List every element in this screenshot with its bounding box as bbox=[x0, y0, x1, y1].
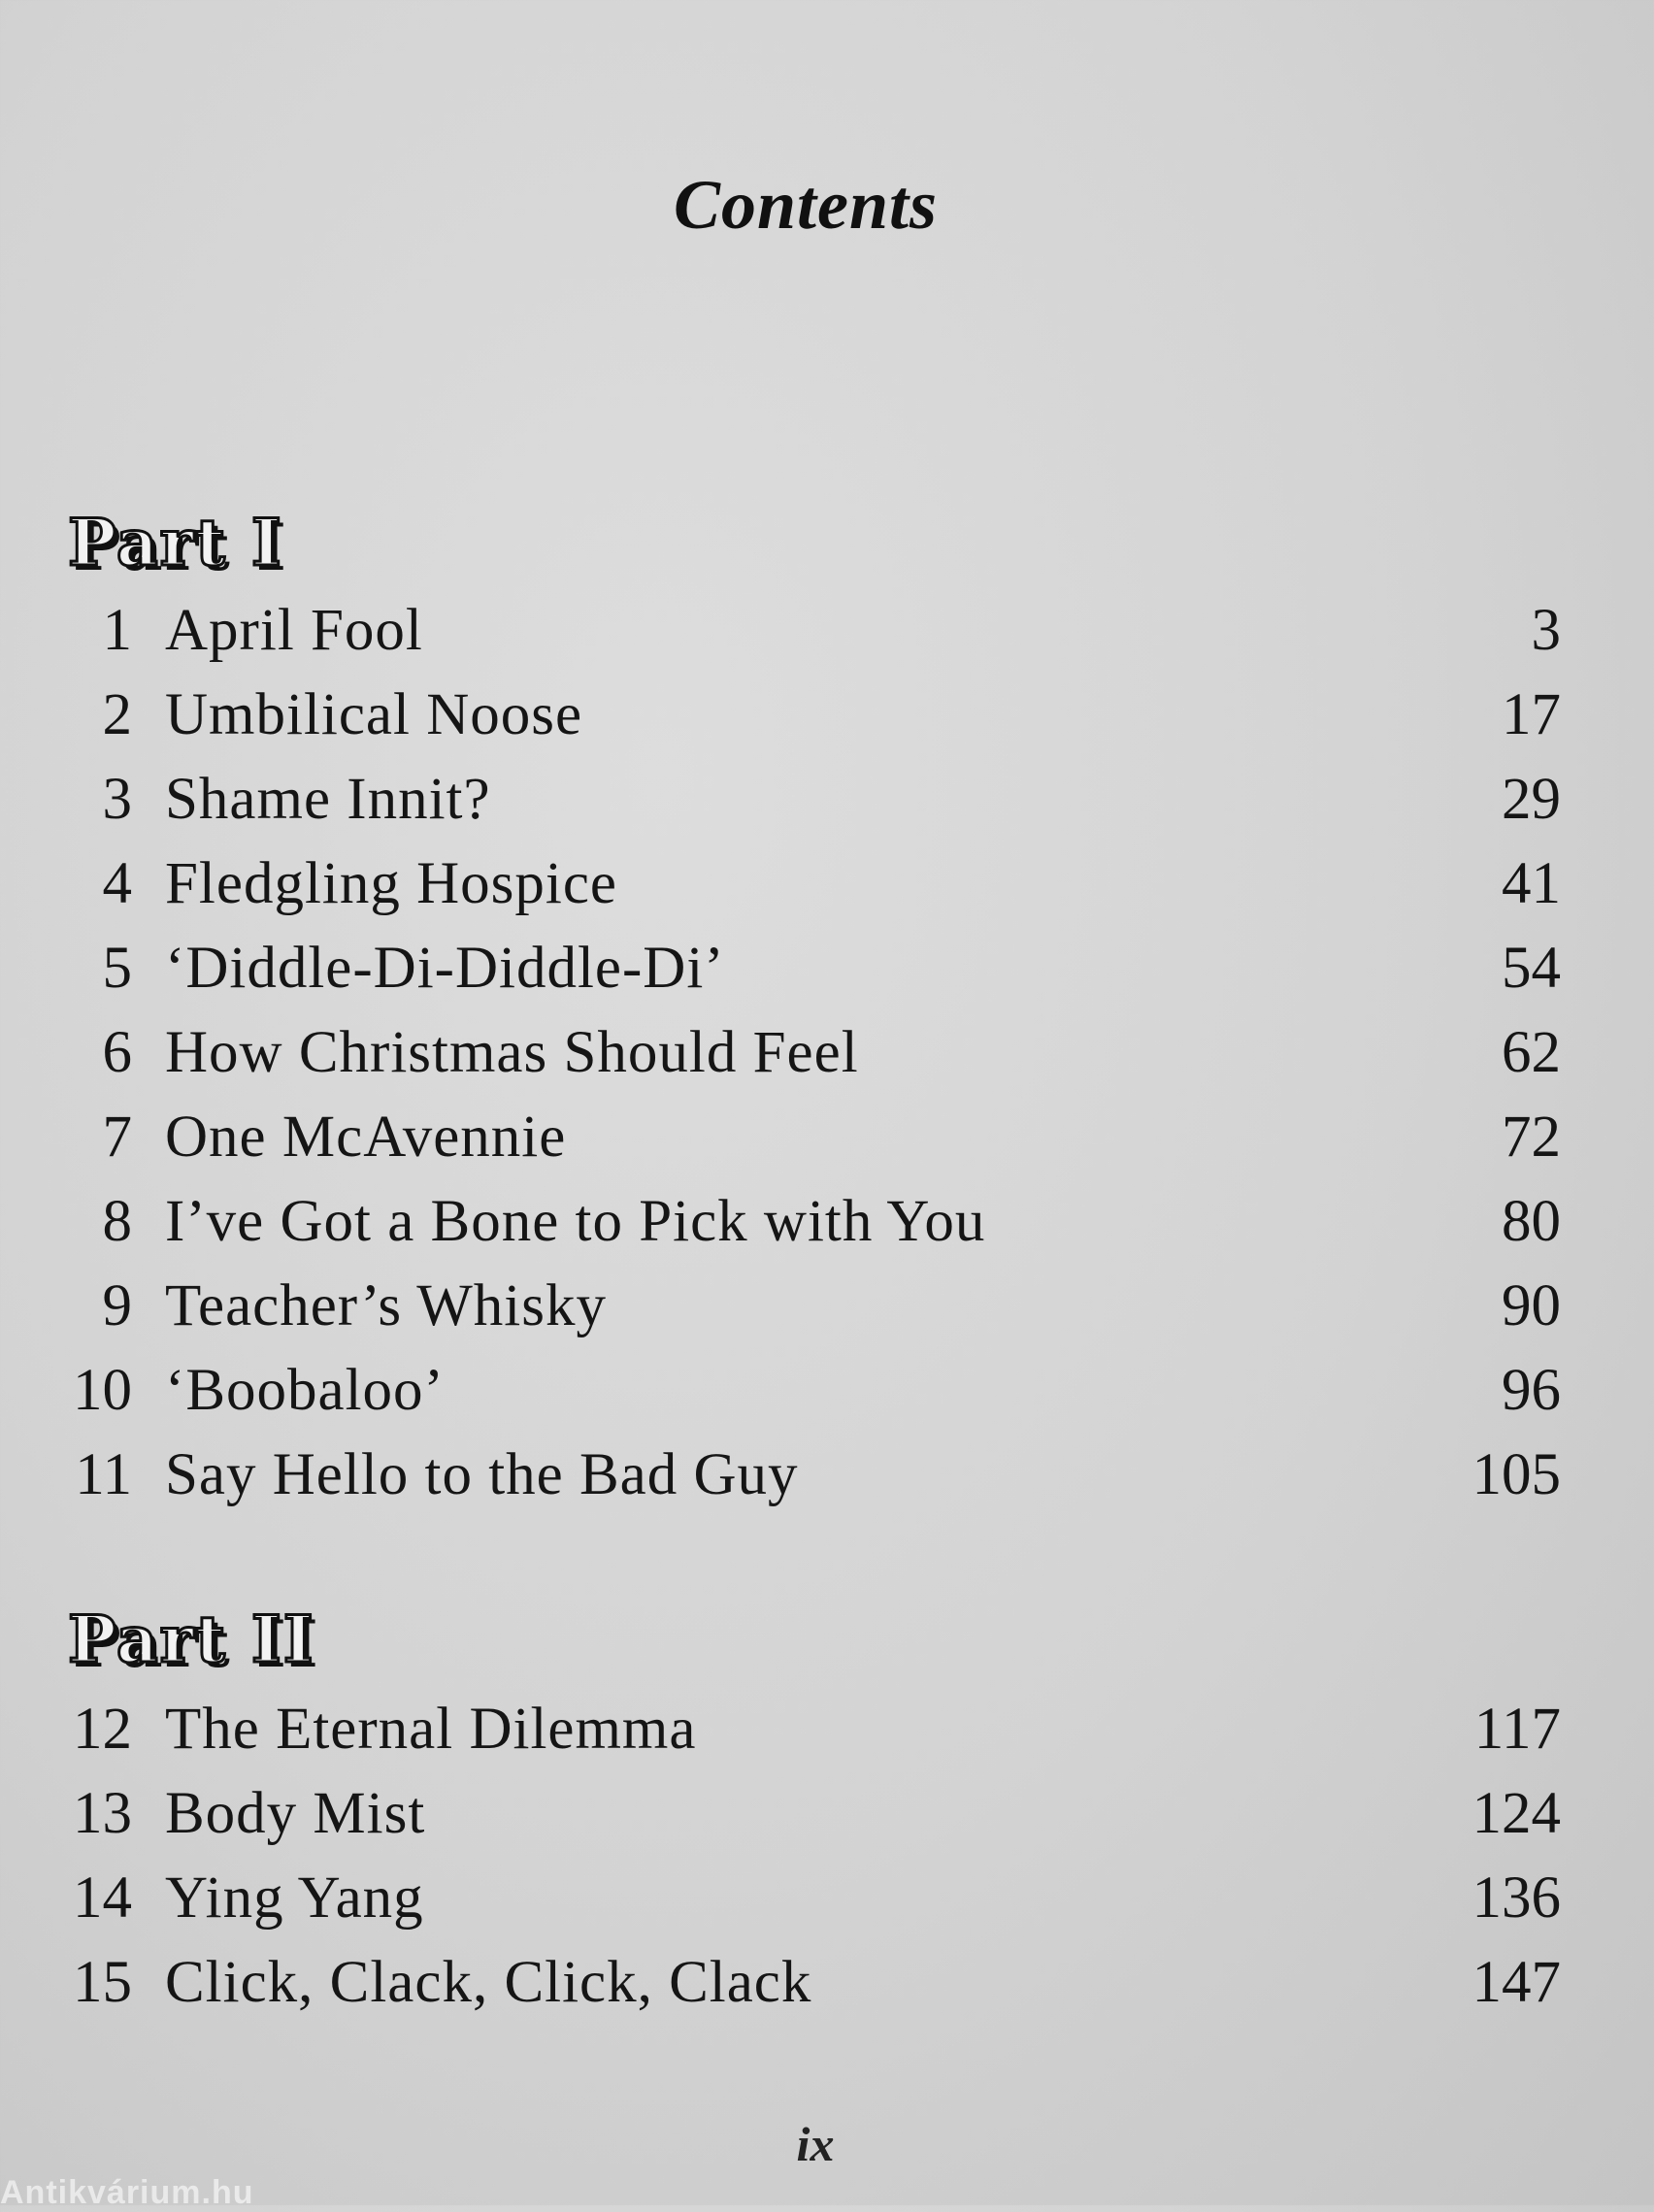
toc-entry[interactable] bbox=[0, 1687, 1654, 1771]
chapter-number: 6 bbox=[102, 1020, 132, 1085]
toc-entry[interactable] bbox=[0, 1856, 1654, 1940]
chapter-title: Umbilical Noose bbox=[165, 682, 583, 747]
toc-entry[interactable] bbox=[0, 1940, 1654, 2025]
chapter-number: 11 bbox=[75, 1442, 132, 1507]
page-number: 124 bbox=[1472, 1781, 1561, 1846]
toc-entry[interactable] bbox=[0, 673, 1654, 757]
chapter-title: One McAvennie bbox=[165, 1105, 567, 1170]
page-number: 29 bbox=[1502, 767, 1561, 832]
chapter-number: 9 bbox=[102, 1273, 132, 1338]
part-heading-2: Part II bbox=[68, 1601, 315, 1677]
chapter-number: 4 bbox=[102, 851, 132, 916]
chapter-number: 5 bbox=[102, 936, 132, 1001]
page-number: 136 bbox=[1472, 1865, 1561, 1931]
toc-entry[interactable] bbox=[0, 1010, 1654, 1095]
page-number: 147 bbox=[1472, 1950, 1561, 2015]
toc-entry[interactable] bbox=[0, 1771, 1654, 1856]
chapter-title: Teacher’s Whisky bbox=[165, 1273, 607, 1338]
chapter-title: ‘Diddle-Di-Diddle-Di’ bbox=[165, 936, 725, 1001]
chapter-number: 3 bbox=[102, 767, 132, 832]
toc-entry[interactable] bbox=[0, 1179, 1654, 1264]
chapter-title: April Fool bbox=[165, 598, 423, 663]
chapter-number: 13 bbox=[73, 1781, 132, 1846]
chapter-title: I’ve Got a Bone to Pick with You bbox=[165, 1189, 986, 1254]
chapter-number: 7 bbox=[102, 1105, 132, 1170]
toc-entry[interactable] bbox=[0, 1348, 1654, 1433]
chapter-number: 8 bbox=[102, 1189, 132, 1254]
toc-entry[interactable] bbox=[0, 588, 1654, 673]
page-number: 17 bbox=[1502, 682, 1561, 747]
page-number: 62 bbox=[1502, 1020, 1561, 1085]
chapter-number: 2 bbox=[102, 682, 132, 747]
chapter-title: Say Hello to the Bad Guy bbox=[165, 1442, 799, 1507]
page-number: 54 bbox=[1502, 936, 1561, 1001]
toc-entry[interactable] bbox=[0, 842, 1654, 926]
part-1-chapter-list bbox=[0, 588, 1654, 1517]
page-number: 41 bbox=[1502, 851, 1561, 916]
chapter-title: Fledgling Hospice bbox=[165, 851, 617, 916]
chapter-title: Body Mist bbox=[165, 1781, 426, 1846]
page-number: 105 bbox=[1472, 1442, 1561, 1507]
page-number: 96 bbox=[1502, 1358, 1561, 1423]
page-title: Contents bbox=[673, 166, 939, 244]
page-number: 72 bbox=[1502, 1105, 1561, 1170]
chapter-title: Click, Clack, Click, Clack bbox=[165, 1950, 812, 2015]
page-number: 80 bbox=[1502, 1189, 1561, 1254]
page-folio: ix bbox=[796, 2117, 835, 2171]
toc-entry[interactable] bbox=[0, 1264, 1654, 1348]
chapter-title: Ying Yang bbox=[165, 1865, 424, 1931]
chapter-number: 14 bbox=[73, 1865, 132, 1931]
toc-entry[interactable] bbox=[0, 926, 1654, 1010]
chapter-title: ‘Boobaloo’ bbox=[165, 1358, 445, 1423]
toc-entry[interactable] bbox=[0, 1433, 1654, 1517]
toc-entry[interactable] bbox=[0, 1095, 1654, 1179]
chapter-number: 10 bbox=[73, 1358, 132, 1423]
chapter-number: 15 bbox=[73, 1950, 132, 2015]
chapter-title: Shame Innit? bbox=[165, 767, 491, 832]
part-2-chapter-list bbox=[0, 1687, 1654, 2025]
chapter-title: The Eternal Dilemma bbox=[165, 1697, 697, 1762]
watermark-text: Antikvárium.hu bbox=[0, 2174, 254, 2211]
part-heading-1: Part I bbox=[68, 505, 283, 580]
page-number: 90 bbox=[1502, 1273, 1561, 1338]
chapter-title: How Christmas Should Feel bbox=[165, 1020, 859, 1085]
page-number: 3 bbox=[1531, 598, 1561, 663]
chapter-number: 12 bbox=[73, 1697, 132, 1762]
chapter-number: 1 bbox=[102, 598, 132, 663]
toc-entry[interactable] bbox=[0, 757, 1654, 842]
page-number: 117 bbox=[1473, 1697, 1561, 1762]
